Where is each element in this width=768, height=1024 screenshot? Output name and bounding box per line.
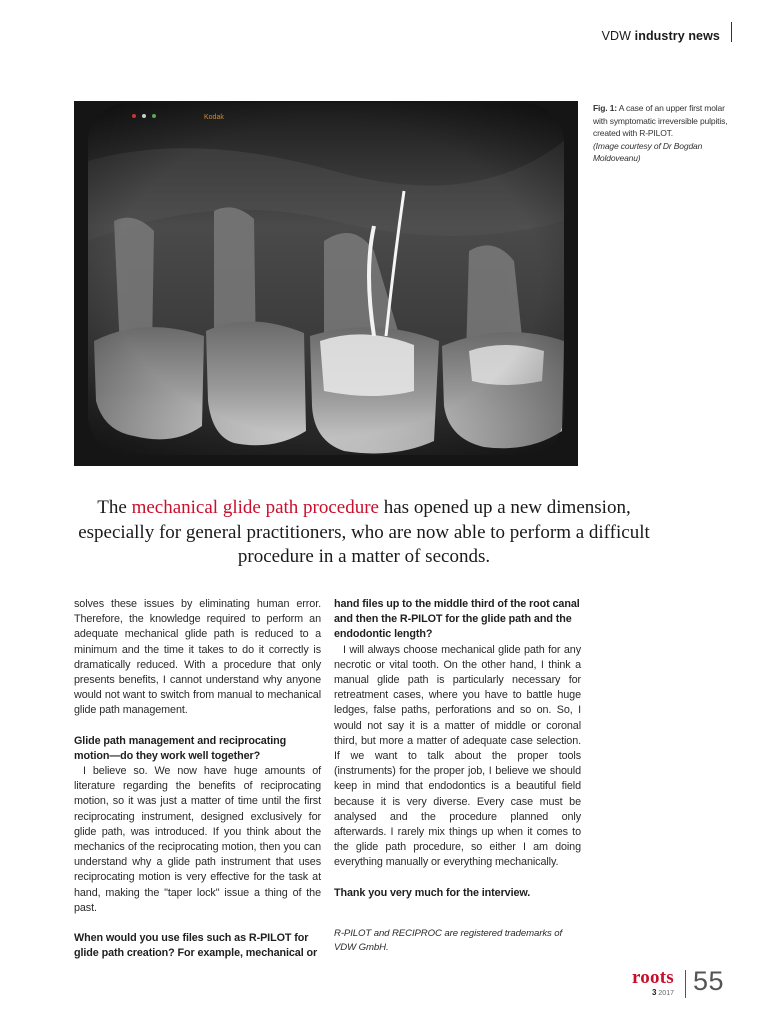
trademark-note: R-PILOT and RECIPROC are registered trademarks of VDW GmbH. (334, 927, 563, 954)
xray-brand-mark: Kodak (204, 114, 224, 121)
article-column-left (74, 597, 321, 961)
header-section-title: industry news (634, 29, 720, 43)
interview-question: Glide path management and reciprocating motion—do they work well together? (74, 734, 287, 762)
page-number: 55 (693, 966, 725, 996)
closing-line: Thank you very much for the interview. (334, 886, 531, 899)
header-divider (731, 22, 732, 42)
footer-divider (685, 970, 686, 998)
pull-quote (74, 496, 654, 570)
interview-answer: I believe so. We now have huge amounts of literature regarding the benefits of reciprocating motion, so it was just a matter of time until the first reciprocating instrument, designed exclusively for glide path, was introduced. If you think about the mechanics of the reciprocating motion, then you can understand why a glide path instrument that uses reciprocating motion is very effective for the task at hand, making the "taper lock" issue a thing of the past. (74, 765, 321, 914)
issue-year: 2017 (658, 990, 674, 997)
xray-figure (74, 101, 578, 466)
caption-label: Fig. 1: (593, 103, 617, 113)
pull-quote-before: The (97, 497, 132, 518)
paragraph: solves these issues by eliminating human error. Therefore, the knowledge required to perform an adequate mechanical glide path is reduced to a minimum and the time it takes to do it correctly is dramatically reduced. With a procedure that only presents benefits, I cannot understand why anyone would not want to switch from manual to mechanical glide path management. (74, 598, 321, 717)
pull-quote-after: has opened up a new dimension, especially for general practitioners, who are now able to perform a difficult procedure in a matter of seconds. (78, 497, 650, 567)
caption-credit: (Image courtesy of Dr Bogdan Moldoveanu) (593, 140, 703, 163)
article-column-right (334, 597, 581, 956)
header-brand: VDW (601, 29, 632, 43)
running-header (602, 29, 720, 43)
figure-caption (593, 102, 733, 165)
pull-quote-highlight: mechanical glide path procedure (131, 497, 379, 518)
issue-number: 3 (652, 988, 657, 997)
interview-answer: I will always choose mechanical glide path for any necrotic or vital tooth. On the other hand, I think a manual glide path is particularly necessary for retreatment cases, where you have to battle huge ledges, false paths, perforations and so on. So, I would not say it is a matter of middle or coronal third, but more a matter of adequate case selection. If we want to talk about the proper tools (instruments) for the proper job, I believe we should keep in mind that endodontics is a beautiful field because it is very diverse. Every case must be analysed and the procedure planned only afterwards. I rarely mix things up when it comes to the glide path procedure, so either I am doing everything manually or everything mechanically. (334, 643, 581, 869)
interview-question-continued: hand files up to the middle third of the root canal and then the R-PILOT for the glide path and the endodontic length? (334, 598, 580, 641)
issue-info (652, 988, 674, 997)
interview-question: When would you use files such as R-PILOT for glide path creation? For example, mechanical or (74, 932, 318, 960)
caption-text: A case of an upper first molar with symptomatic irreversible pulpitis, created with R-PILOT. (593, 103, 728, 138)
magazine-logo: roots (632, 967, 674, 988)
